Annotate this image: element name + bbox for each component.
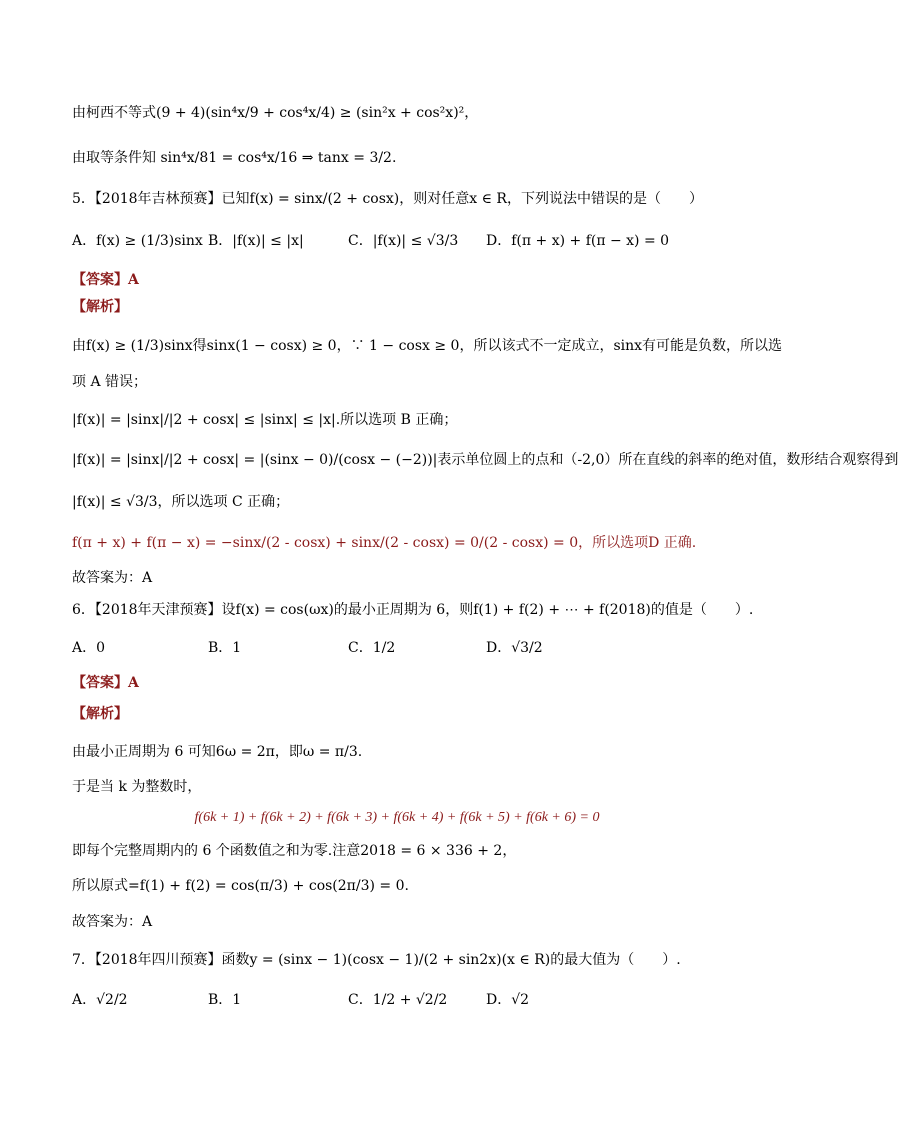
doc-line-e6: 故答案为：A [72, 914, 153, 930]
q6-option-b: B．1 [208, 640, 242, 656]
q5-option-b: B．|f(x)| ≤ |x| [208, 233, 304, 249]
q7-option-c: C．1/2 + √2/2 [348, 992, 448, 1008]
doc-line-q6: 6．【2018年天津预赛】设f(x) = cos(ωx)的最小正周期为 6，则f(1) + f(2) + ⋯ + f(2018)的值是（ ）. [72, 602, 754, 618]
doc-line-s6a: 由最小正周期为 6 可知6ω = 2π，即ω = π/3. [72, 744, 363, 760]
q7-option-a: A．√2/2 [72, 992, 128, 1008]
equation-periodic-sum: f(6k + 1) + f(6k + 2) + f(6k + 3) + f(6k + 4) + f(6k + 5) + f(6k + 6) = 0 [194, 810, 600, 825]
doc-line-s6d: 即每个完整周期内的 6 个函数值之和为零.注意2018 = 6 × 336 + 2， [72, 843, 517, 859]
q6-option-c: C．1/2 [348, 640, 396, 656]
doc-line-s5d: |f(x)| = |sinx|/|2 + cosx| = |(sinx − 0)/(cosx − (−2))|表示单位圆上的点和（-2,0）所在直线的斜率的绝对值，数形结合观察得到 [72, 452, 898, 468]
doc-line-e5: 故答案为：A [72, 570, 153, 586]
doc-line-a5: 【答案】A [72, 272, 139, 288]
q6-option-a: A．0 [72, 640, 106, 656]
doc-line-a6: 【答案】A [72, 675, 139, 691]
doc-line-s5b: 项 A 错误； [72, 374, 148, 390]
doc-line-l2: 由取等条件知 sin⁴x/81 = cos⁴x/16 ⇒ tanx = 3/2. [72, 150, 397, 166]
q5-option-d: D．f(π + x) + f(π − x) = 0 [486, 233, 670, 249]
doc-line-q7: 7．【2018年四川预赛】函数y = (sinx − 1)(cosx − 1)/(2 + sin2x)(x ∈ R)的最大值为（ ）. [72, 952, 681, 968]
doc-line-j5: 【解析】 [72, 299, 128, 315]
doc-line-s5e: |f(x)| ≤ √3/3，所以选项 C 正确； [72, 494, 290, 510]
doc-line-j6: 【解析】 [72, 706, 128, 722]
q5-option-a: A．f(x) ≥ (1/3)sinx [72, 233, 203, 249]
q7-option-b: B．1 [208, 992, 242, 1008]
doc-line-s5a: 由f(x) ≥ (1/3)sinx得sinx(1 − cosx) ≥ 0，∵ 1 − cosx ≥ 0，所以该式不一定成立，sinx有可能是负数，所以选 [72, 338, 783, 354]
doc-line-s5f: f(π + x) + f(π − x) = −sinx/(2 - cosx) + sinx/(2 - cosx) = 0/(2 - cosx) = 0，所以选项D 正确. [72, 535, 697, 551]
doc-line-s6b: 于是当 k 为整数时， [72, 779, 202, 795]
q6-option-d: D．√3/2 [486, 640, 543, 656]
doc-line-l1: 由柯西不等式(9 + 4)(sin⁴x/9 + cos⁴x/4) ≥ (sin²x + cos²x)²， [72, 105, 479, 121]
doc-line-s5c: |f(x)| = |sinx|/|2 + cosx| ≤ |sinx| ≤ |x|.所以选项 B 正确； [72, 412, 458, 428]
q7-option-d: D．√2 [486, 992, 530, 1008]
doc-line-s6e: 所以原式=f(1) + f(2) = cos(π/3) + cos(2π/3) = 0. [72, 878, 409, 894]
doc-line-q5: 5．【2018年吉林预赛】已知f(x) = sinx/(2 + cosx)，则对任意x ∈ R，下列说法中错误的是（ ） [72, 191, 703, 207]
q5-option-c: C．|f(x)| ≤ √3/3 [348, 233, 459, 249]
